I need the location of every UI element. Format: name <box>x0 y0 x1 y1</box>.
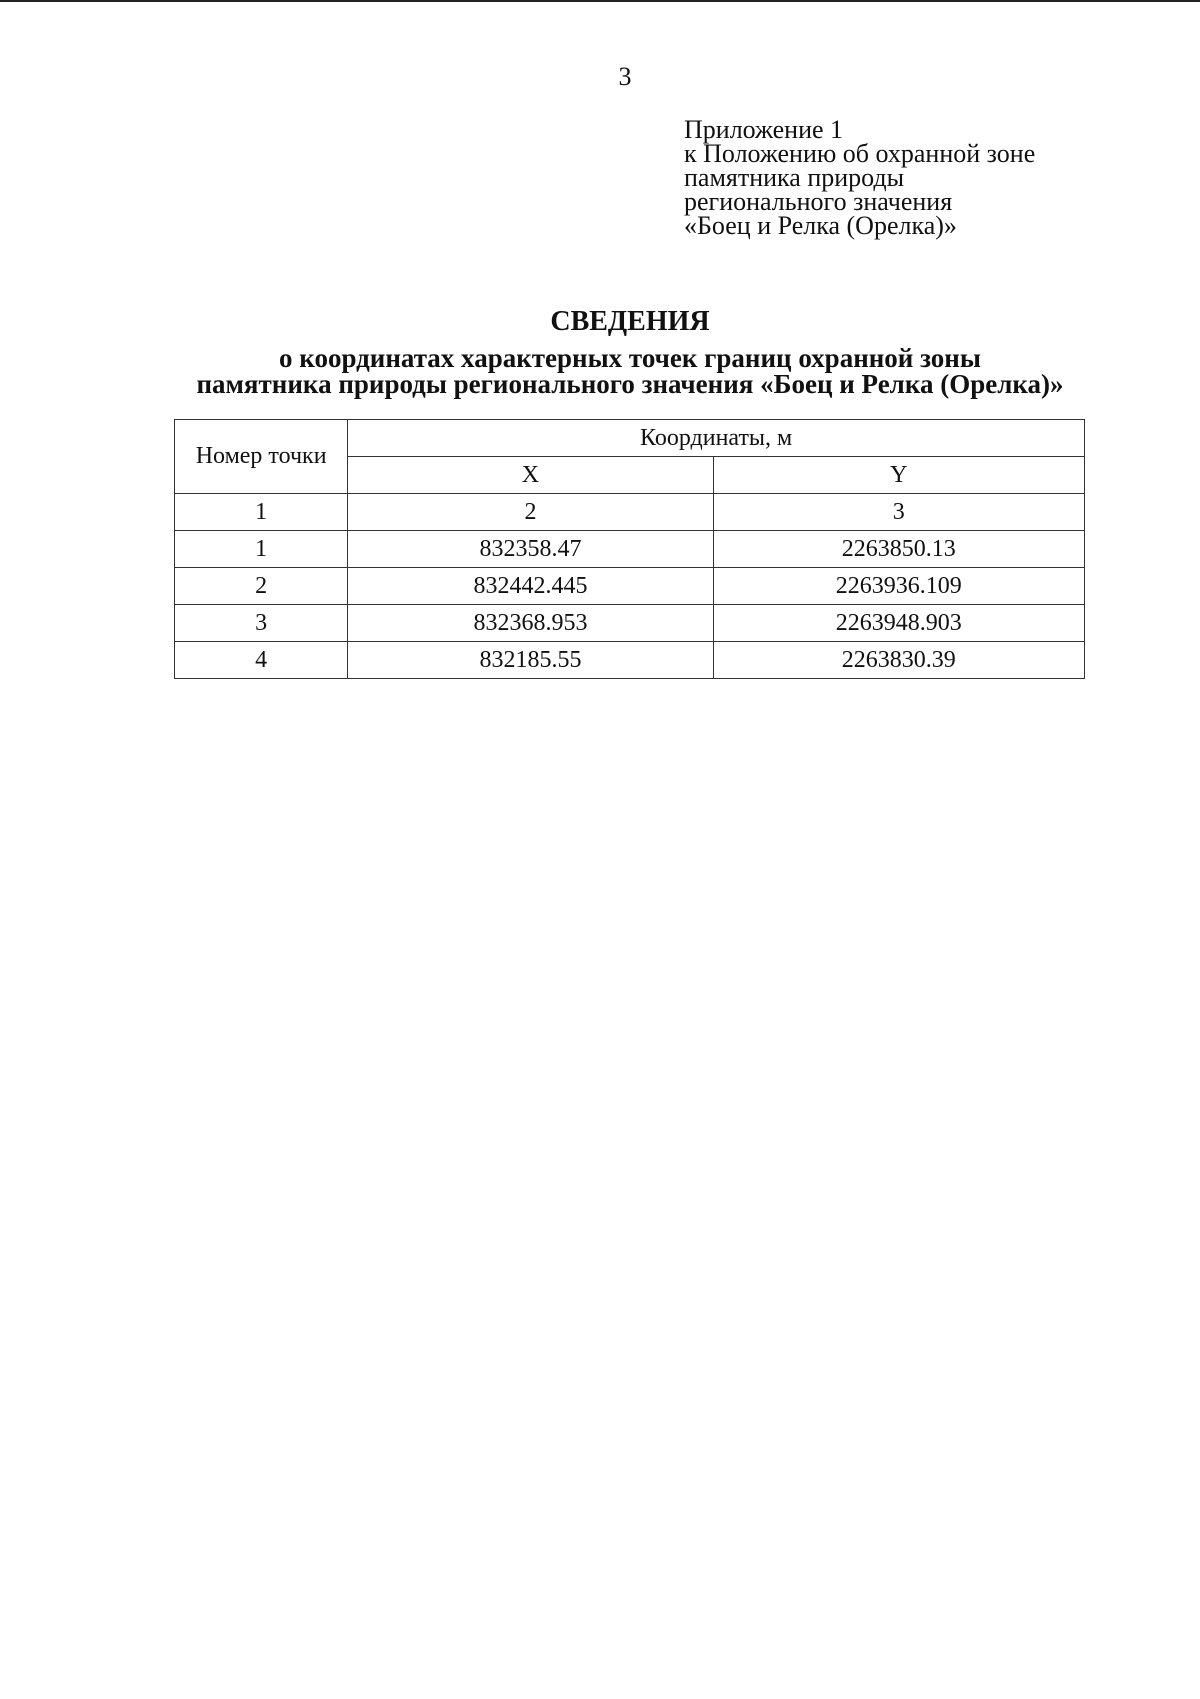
table-row <box>175 531 1085 568</box>
page-top-border <box>0 0 1200 2</box>
document-subtitle-line-2: памятника природы регионального значения «Боец и Релка (Орелка)» <box>196 369 1064 399</box>
point-number-cell: 4 <box>175 642 348 679</box>
y-coordinate-cell: 2263850.13 <box>713 531 1084 568</box>
column-number-cell: 3 <box>713 494 1084 531</box>
appendix-line: «Боец и Релка (Орелка)» <box>684 211 957 240</box>
x-coordinate-cell: 832185.55 <box>348 642 713 679</box>
column-number-cell: 2 <box>348 494 713 531</box>
column-number-cell: 1 <box>175 494 348 531</box>
appendix-line: к Положению об охранной зоне <box>684 139 1036 168</box>
x-coordinate-cell: 832358.47 <box>348 531 713 568</box>
y-coordinate-cell: 2263936.109 <box>713 568 1084 605</box>
y-coordinate-cell: 2263830.39 <box>713 642 1084 679</box>
document-subtitle-line-1: о координатах характерных точек границ охранной зоны <box>279 343 981 373</box>
x-coordinate-cell: 832442.445 <box>348 568 713 605</box>
document-title: СВЕДЕНИЯ <box>550 306 710 337</box>
point-number-cell: 1 <box>175 531 348 568</box>
x-coordinate-cell: 832368.953 <box>348 605 713 642</box>
header-y: Y <box>713 457 1084 494</box>
appendix-line: памятника природы <box>684 163 905 192</box>
y-coordinate-cell: 2263948.903 <box>713 605 1084 642</box>
point-number-cell: 3 <box>175 605 348 642</box>
column-number-row <box>175 494 1085 531</box>
header-coordinates: Координаты, м <box>348 420 1085 457</box>
header-point-number: Номер точки <box>175 420 348 494</box>
appendix-line: Приложение 1 <box>684 115 844 144</box>
header-x: X <box>348 457 713 494</box>
table-header-row <box>175 420 1085 457</box>
point-number-cell: 2 <box>175 568 348 605</box>
table-row <box>175 605 1085 642</box>
table-row <box>175 568 1085 605</box>
appendix-line: регионального значения <box>684 187 953 216</box>
page-number: 3 <box>618 62 632 91</box>
appendix-block <box>684 115 1184 240</box>
table-row <box>175 642 1085 679</box>
coordinates-table <box>174 419 1085 679</box>
